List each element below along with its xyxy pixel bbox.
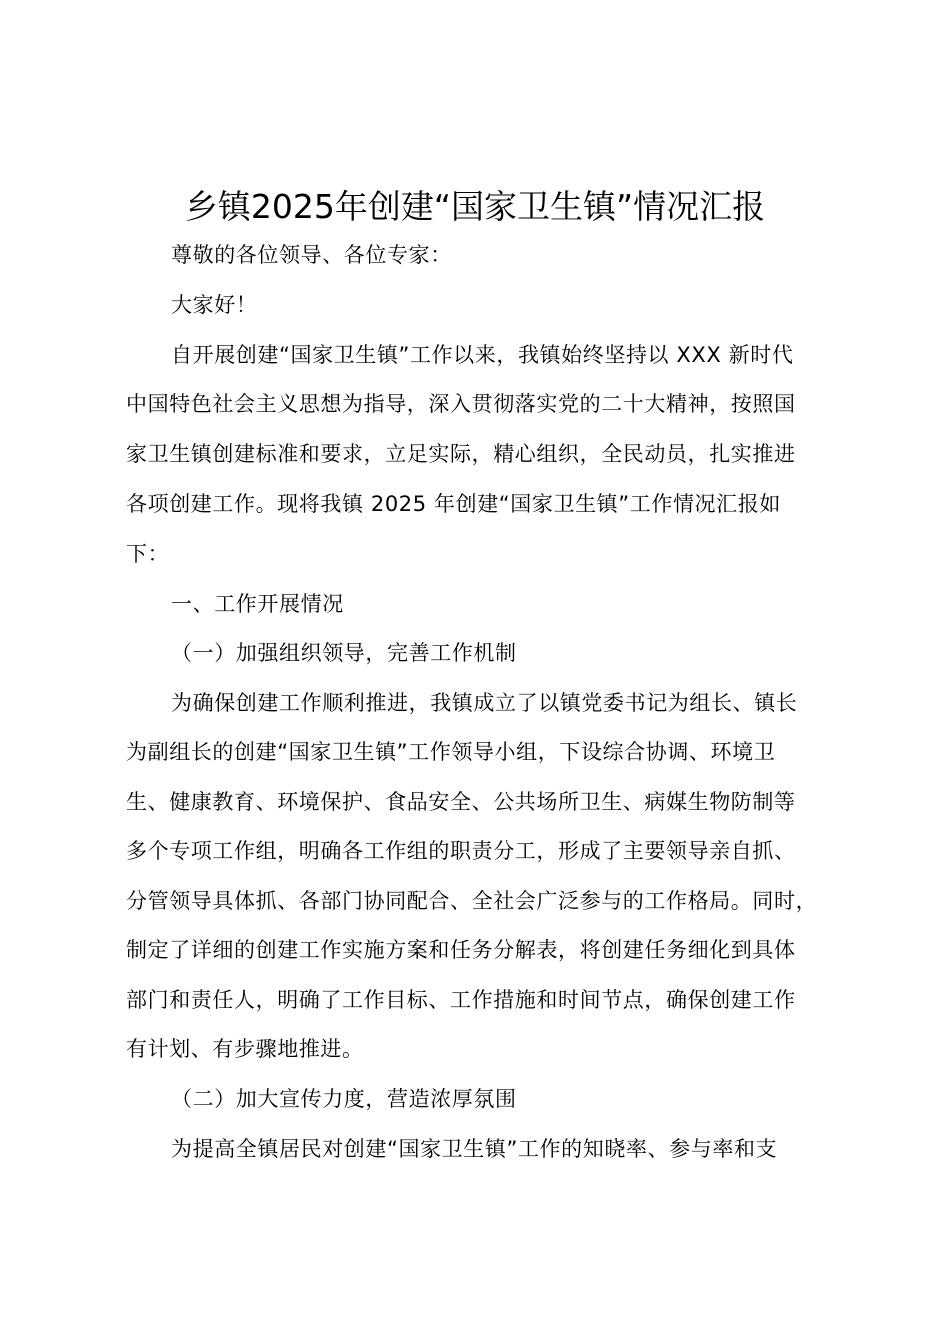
body-line: 部门和责任人，明确了工作目标、工作措施和时间节点，确保创建工作 xyxy=(126,988,796,1012)
body-line: 多个专项工作组，明确各工作组的职责分工，形成了主要领导亲自抓、 xyxy=(126,839,796,863)
body-line: 为确保创建工作顺利推进，我镇成立了以镇党委书记为组长、镇长 xyxy=(171,691,798,715)
intro-line: 中国特色社会主义思想为指导，深入贯彻落实党的二十大精神，按照国 xyxy=(126,392,796,416)
body-line: 分管领导具体抓、各部门协同配合、全社会广泛参与的工作格局。同时， xyxy=(126,889,818,913)
intro-line: 自开展创建“国家卫生镇”工作以来，我镇始终坚持以 XXX 新时代 xyxy=(171,343,794,367)
intro-line: 下： xyxy=(126,542,170,566)
salutation: 尊敬的各位领导、各位专家： xyxy=(171,243,452,267)
body-line: 制定了详细的创建工作实施方案和任务分解表，将创建任务细化到具体 xyxy=(126,938,796,962)
subsection-heading: （二）加大宣传力度，营造浓厚氛围 xyxy=(171,1087,517,1111)
body-line: 生、健康教育、环境保护、食品安全、公共场所卫生、病媒生物防制等 xyxy=(126,790,796,814)
document-title: 乡镇2025年创建“国家卫生镇”情况汇报 xyxy=(184,187,766,226)
intro-line: 各项创建工作。现将我镇 2025 年创建“国家卫生镇”工作情况汇报如 xyxy=(126,492,781,516)
section-heading: 一、工作开展情况 xyxy=(171,592,344,616)
intro-line: 家卫生镇创建标准和要求，立足实际，精心组织，全民动员，扎实推进 xyxy=(126,442,796,466)
subsection-heading: （一）加强组织领导，完善工作机制 xyxy=(171,641,517,665)
body-line: 有计划、有步骤地推进。 xyxy=(126,1037,364,1061)
body-line: 为提高全镇居民对创建“国家卫生镇”工作的知晓率、参与率和支 xyxy=(171,1137,778,1161)
greeting: 大家好！ xyxy=(171,293,258,317)
body-line: 为副组长的创建“国家卫生镇”工作领导小组，下设综合协调、环境卫 xyxy=(126,740,776,764)
